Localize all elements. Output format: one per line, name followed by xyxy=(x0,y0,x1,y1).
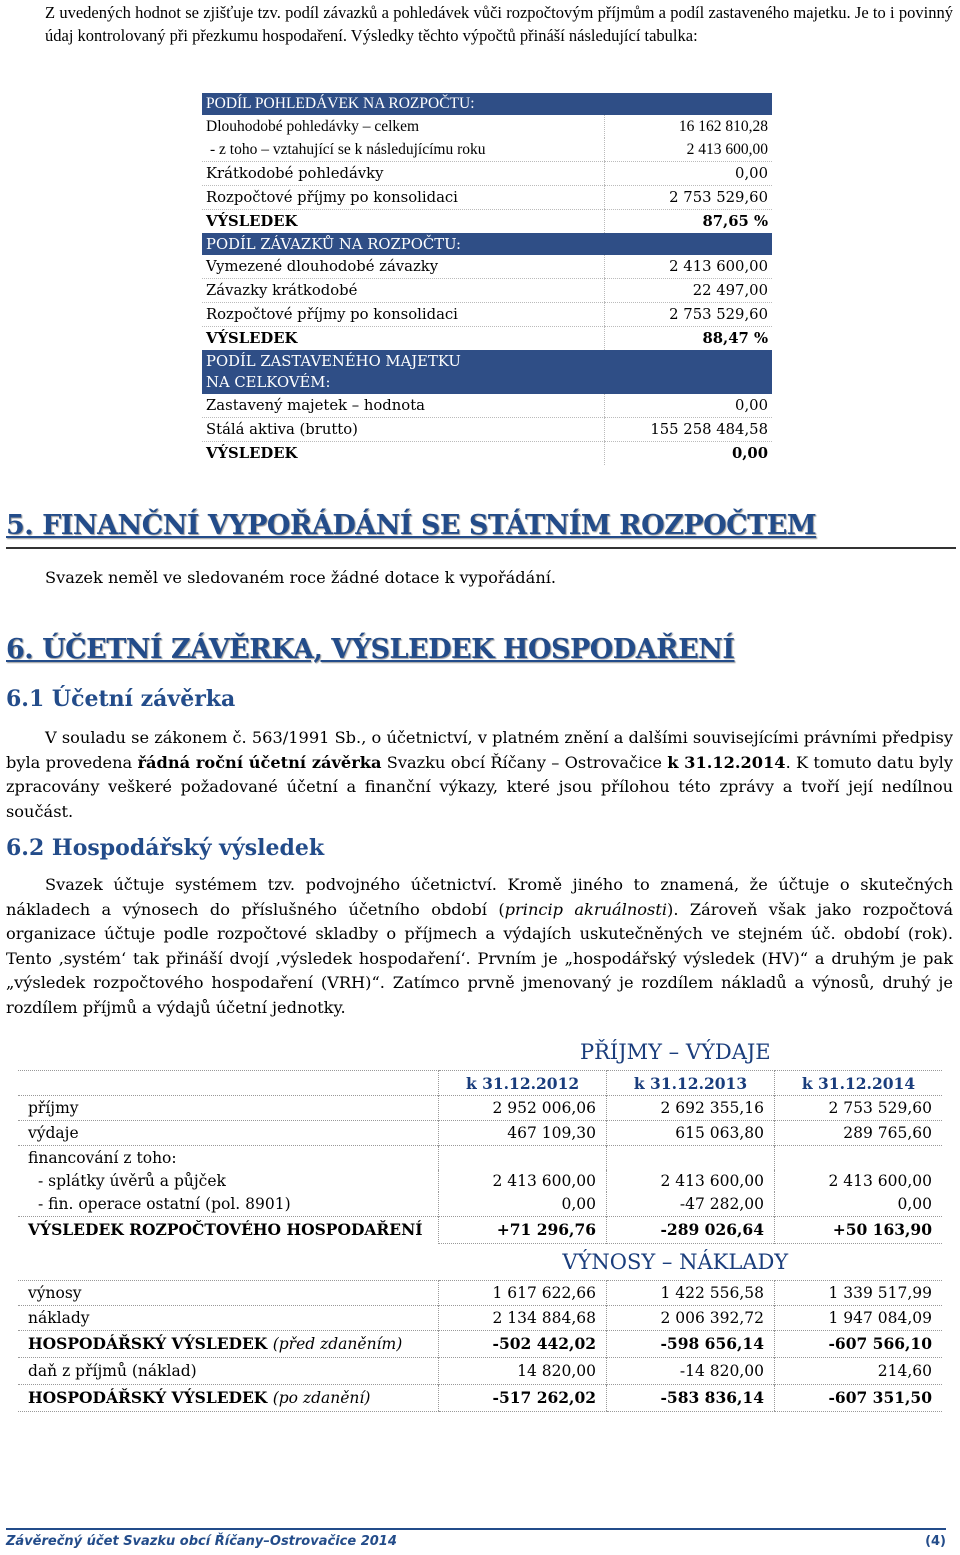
page-number: (4) xyxy=(925,1534,946,1549)
table-row: Zastavený majetek – hodnota 0,00 xyxy=(202,394,772,418)
section-5-text: Svazek neměl ve sledovaném roce žádné dotace k vypořádání. xyxy=(45,568,557,587)
table-row: - z toho – vztahující se k následujícímu roku 2 413 600,00 xyxy=(202,138,772,162)
table-row: Rozpočtové příjmy po konsolidaci 2 753 529,60 xyxy=(202,303,772,327)
footer-title: Závěrečný účet Svazku obcí Říčany–Ostrovačice 2014 xyxy=(6,1534,397,1549)
result-row: VÝSLEDEK 0,00 xyxy=(202,442,772,466)
table-header-row xyxy=(202,93,772,115)
table-row: výnosy 1 617 622,66 1 422 556,58 1 339 517,99 xyxy=(18,1280,942,1305)
result-row: VÝSLEDEK 87,65 % xyxy=(202,210,772,234)
income-expenses-title: PŘÍJMY – VÝDAJE xyxy=(579,1040,771,1064)
section-6-1-paragraph: V souladu se zákonem č. 563/1991 Sb., o účetnictví, v platném znění a dalšími souvisejícími právními předpisy byla provedena řádná roční účetní závěrka Svazku obcí Říčany – Ostrovačice k 31.12.2014. K tomuto datu byly zpracovány veškeré požadované účetní a finanční výkazy, které jsou přílohou této zprávy a tvoří její nedílnou součást. xyxy=(6,728,953,821)
table-row: příjmy 2 952 006,06 2 692 355,16 2 753 529,60 xyxy=(18,1096,942,1121)
table-row: Krátkodobé pohledávky 0,00 xyxy=(202,162,772,186)
budget-result-row: VÝSLEDEK ROZPOČTOVÉHO HOSPODAŘENÍ +71 296,76 -289 026,64 +50 163,90 xyxy=(18,1216,942,1243)
table-row: Závazky krátkodobé 22 497,00 xyxy=(202,279,772,303)
section-6-2-paragraph: Svazek účtuje systémem tzv. podvojného účetnictví. Kromě jiného to znamená, že účtuje o skutečných nákladech a výnosech do příslušného účetního období (princip akruálnosti). Zároveň však jako rozpočtová organizace účtuje podle rozpočtové skladby o příjmech a výdajích uskutečněných ve stejném úč. období (rok). Tento ‚systém‘ tak přináší dvojí ‚výsledek hospodaření‘. Prvním je „hospodářský výsledek (HV)“ a druhým je pak „výsledek rozpočtového hospodaření (VRH)“. Zatímco prvně jmenovaný je rozdílem nákladů a výnosů, druhý je rozdílem příjmů a výdajů účetní jednotky. xyxy=(6,875,953,1017)
ratio-summary-table xyxy=(202,93,772,465)
revenue-costs-title: VÝNOSY – NÁKLADY xyxy=(439,1243,942,1280)
receivables-header: PODÍL POHLEDÁVEK NA ROZPOČTU: xyxy=(202,93,772,115)
pledged-assets-header: PODÍL ZASTAVENÉHO MAJETKU NA CELKOVÉM: xyxy=(202,350,605,394)
intro-paragraph: Z uvedených hodnot se zjišťuje tzv. podíl závazků a pohledávek vůči rozpočtovým příjmům a podíl zastaveného majetku. Je to i povinný údaj kontrolovaný při přezkumu hospodaření. Výsledky těchto výpočtů přináší následující tabulka: xyxy=(45,3,953,45)
liabilities-header: PODÍL ZÁVAZKŮ NA ROZPOČTU: xyxy=(202,233,772,255)
page-footer xyxy=(6,1528,946,1549)
table-row: financování z toho: xyxy=(18,1146,942,1171)
column-header-row xyxy=(18,1071,942,1096)
col-2012: k 31.12.2012 xyxy=(439,1071,607,1096)
col-2013: k 31.12.2013 xyxy=(607,1071,775,1096)
profit-after-tax-row: HOSPODÁŘSKÝ VÝSLEDEK (po zdanění) -517 262,02 -583 836,14 -607 351,50 xyxy=(18,1384,942,1411)
table-header-row xyxy=(202,233,772,255)
result-row: VÝSLEDEK 88,47 % xyxy=(202,327,772,351)
section-6-heading: 6. ÚČETNÍ ZÁVĚRKA, VÝSLEDEK HOSPODAŘENÍ xyxy=(6,634,735,665)
col-2014: k 31.12.2014 xyxy=(775,1071,943,1096)
table-row: Stálá aktiva (brutto) 155 258 484,58 xyxy=(202,418,772,442)
section-5-heading: 5. FINANČNÍ VYPOŘÁDÁNÍ SE STÁTNÍM ROZPOČTEM xyxy=(6,510,956,549)
profit-before-tax-row: HOSPODÁŘSKÝ VÝSLEDEK (před zdaněním) -502 442,02 -598 656,14 -607 566,10 xyxy=(18,1330,942,1357)
table-row: Dlouhodobé pohledávky – celkem 16 162 810,28 xyxy=(202,115,772,138)
section-6-1-heading: 6.1 Účetní závěrka xyxy=(6,686,236,712)
table-row: - fin. operace ostatní (pol. 8901) 0,00 -47 282,00 0,00 xyxy=(18,1192,942,1216)
table-row: daň z příjmů (náklad) 14 820,00 -14 820,00 214,60 xyxy=(18,1357,942,1384)
table-row: výdaje 467 109,30 615 063,80 289 765,60 xyxy=(18,1121,942,1146)
table-row: Vymezené dlouhodobé závazky 2 413 600,00 xyxy=(202,255,772,279)
table-header-row xyxy=(202,350,772,394)
section-6-2-heading: 6.2 Hospodářský výsledek xyxy=(6,835,325,861)
table-row: Rozpočtové příjmy po konsolidaci 2 753 529,60 xyxy=(202,186,772,210)
budget-results-table xyxy=(18,1034,942,1412)
table-row: - splátky úvěrů a půjček 2 413 600,00 2 413 600,00 2 413 600,00 xyxy=(18,1170,942,1192)
table-row: náklady 2 134 884,68 2 006 392,72 1 947 084,09 xyxy=(18,1305,942,1330)
